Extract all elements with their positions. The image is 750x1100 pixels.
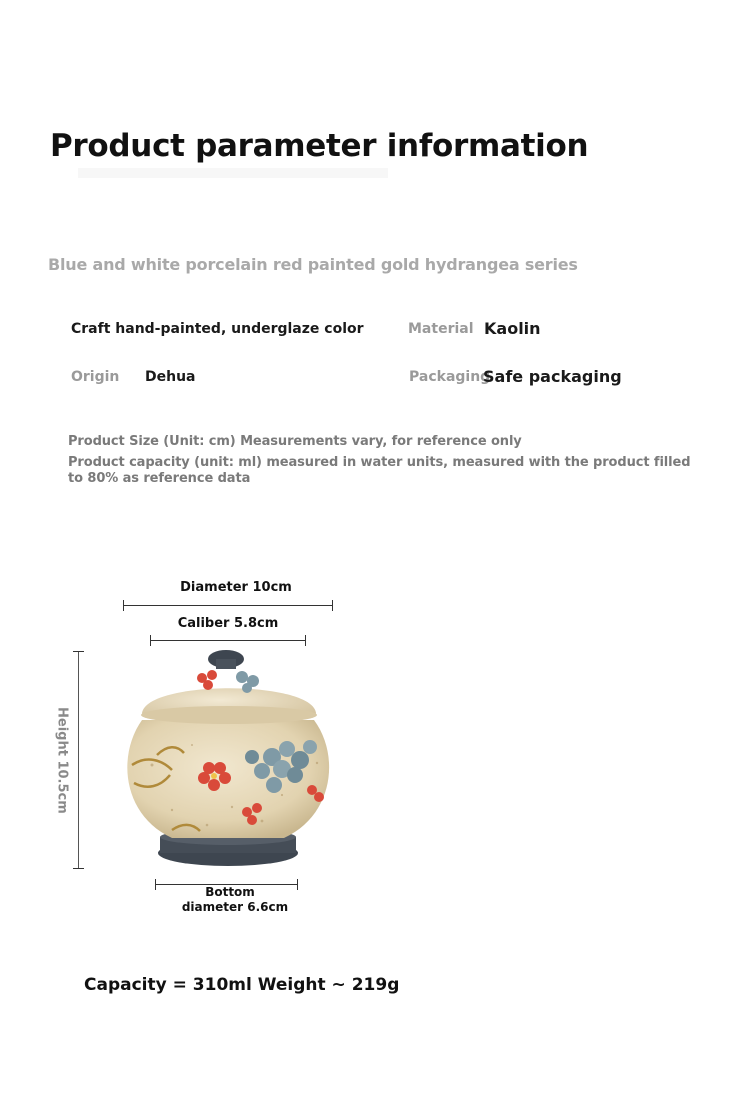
diameter-tick-right: [332, 600, 333, 611]
title-underlay: [78, 168, 388, 178]
diameter-line: [123, 605, 333, 606]
material-value: Kaolin: [484, 319, 541, 338]
lid-flowers: [197, 670, 217, 690]
caliber-line: [150, 640, 306, 641]
craft-value: Craft hand-painted, underglaze color: [71, 321, 364, 337]
bottom-label-line2: diameter 6.6cm: [181, 900, 289, 914]
bottom-tick-left: [155, 879, 156, 890]
size-note: Product Size (Unit: cm) Measurements vary, for reference only: [68, 434, 522, 449]
jar-illustration: [112, 645, 352, 870]
series-name: Blue and white porcelain red painted gold hydrangea series: [48, 255, 578, 274]
packaging-label: Packaging: [409, 369, 491, 385]
origin-label: Origin: [71, 369, 120, 385]
capacity-note: Product capacity (unit: ml) measured in water units, measured with the product filled to 80% as reference data: [68, 455, 691, 486]
height-label: Height 10.5cm: [54, 706, 70, 814]
capacity-weight: Capacity = 310ml Weight ~ 219g: [84, 975, 400, 995]
page-title: Product parameter information: [50, 128, 589, 164]
diameter-tick-left: [123, 600, 124, 611]
origin-value: Dehua: [145, 369, 196, 385]
height-tick-top: [73, 651, 84, 652]
jar-knob-stem: [216, 659, 236, 669]
flower-center: [211, 773, 217, 779]
caliber-label: Caliber 5.8cm: [177, 616, 279, 631]
jar-lid-rim: [141, 706, 317, 724]
material-label: Material: [408, 321, 474, 337]
bottom-label-line1: Bottom: [205, 885, 255, 899]
packaging-value: Safe packaging: [483, 367, 622, 386]
height-tick-bottom: [73, 868, 84, 869]
diameter-label: Diameter 10cm: [180, 580, 292, 595]
